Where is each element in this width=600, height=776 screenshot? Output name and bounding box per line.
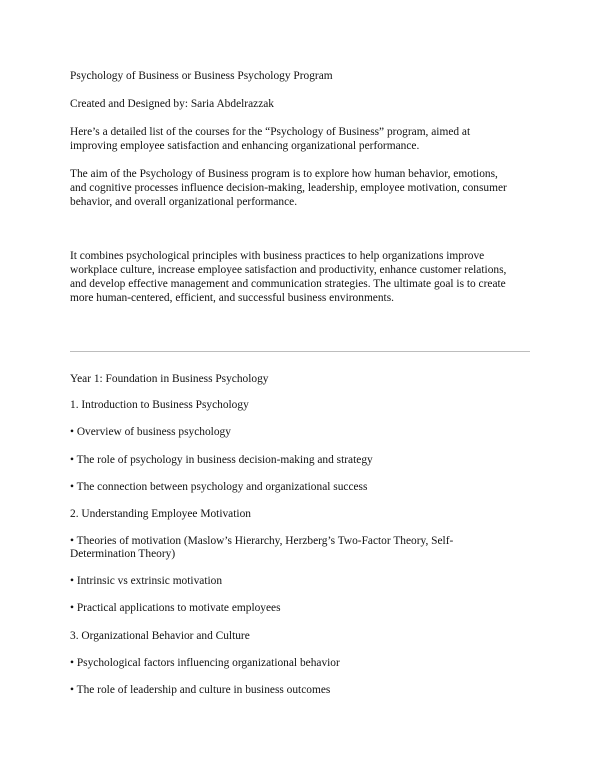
- course-bullet: • Overview of business psychology: [70, 426, 231, 438]
- combines-line: and develop effective management and communication strategies. The ultimate goal is to create: [70, 278, 506, 290]
- intro-line: improving employee satisfaction and enhancing organizational performance.: [70, 140, 420, 152]
- course-bullet: • Practical applications to motivate employees: [70, 602, 281, 614]
- document-title: Psychology of Business or Business Psychology Program: [70, 70, 333, 82]
- course-bullet: • The role of leadership and culture in business outcomes: [70, 684, 331, 696]
- course-bullet: • The connection between psychology and organizational success: [70, 481, 368, 493]
- course-bullet: • Theories of motivation (Maslow’s Hierarchy, Herzberg’s Two-Factor Theory, Self-: [70, 535, 454, 547]
- aim-line: The aim of the Psychology of Business program is to explore how human behavior, emotions,: [70, 168, 498, 180]
- course-bullet: • Psychological factors influencing organizational behavior: [70, 657, 340, 669]
- year1-heading: Year 1: Foundation in Business Psychology: [70, 373, 269, 385]
- intro-line: Here’s a detailed list of the courses for the “Psychology of Business” program, aimed at: [70, 126, 471, 138]
- aim-line: and cognitive processes influence decision-making, leadership, employee motivation, consumer: [70, 182, 507, 194]
- course-title: 3. Organizational Behavior and Culture: [70, 630, 250, 642]
- course-title: 2. Understanding Employee Motivation: [70, 508, 251, 520]
- course-bullet: • Intrinsic vs extrinsic motivation: [70, 575, 223, 587]
- aim-line: behavior, and overall organizational performance.: [70, 196, 298, 208]
- combines-line: more human-centered, efficient, and successful business environments.: [70, 292, 395, 304]
- course-title: 1. Introduction to Business Psychology: [70, 399, 249, 411]
- combines-line: It combines psychological principles with business practices to help organizations improve: [70, 250, 485, 262]
- horizontal-divider: [70, 351, 530, 352]
- author-line: Created and Designed by: Saria Abdelrazzak: [70, 98, 275, 110]
- course-bullet-continuation: Determination Theory): [70, 548, 176, 560]
- course-bullet: • The role of psychology in business decision-making and strategy: [70, 454, 373, 466]
- combines-line: workplace culture, increase employee satisfaction and productivity, enhance customer relations,: [70, 264, 507, 276]
